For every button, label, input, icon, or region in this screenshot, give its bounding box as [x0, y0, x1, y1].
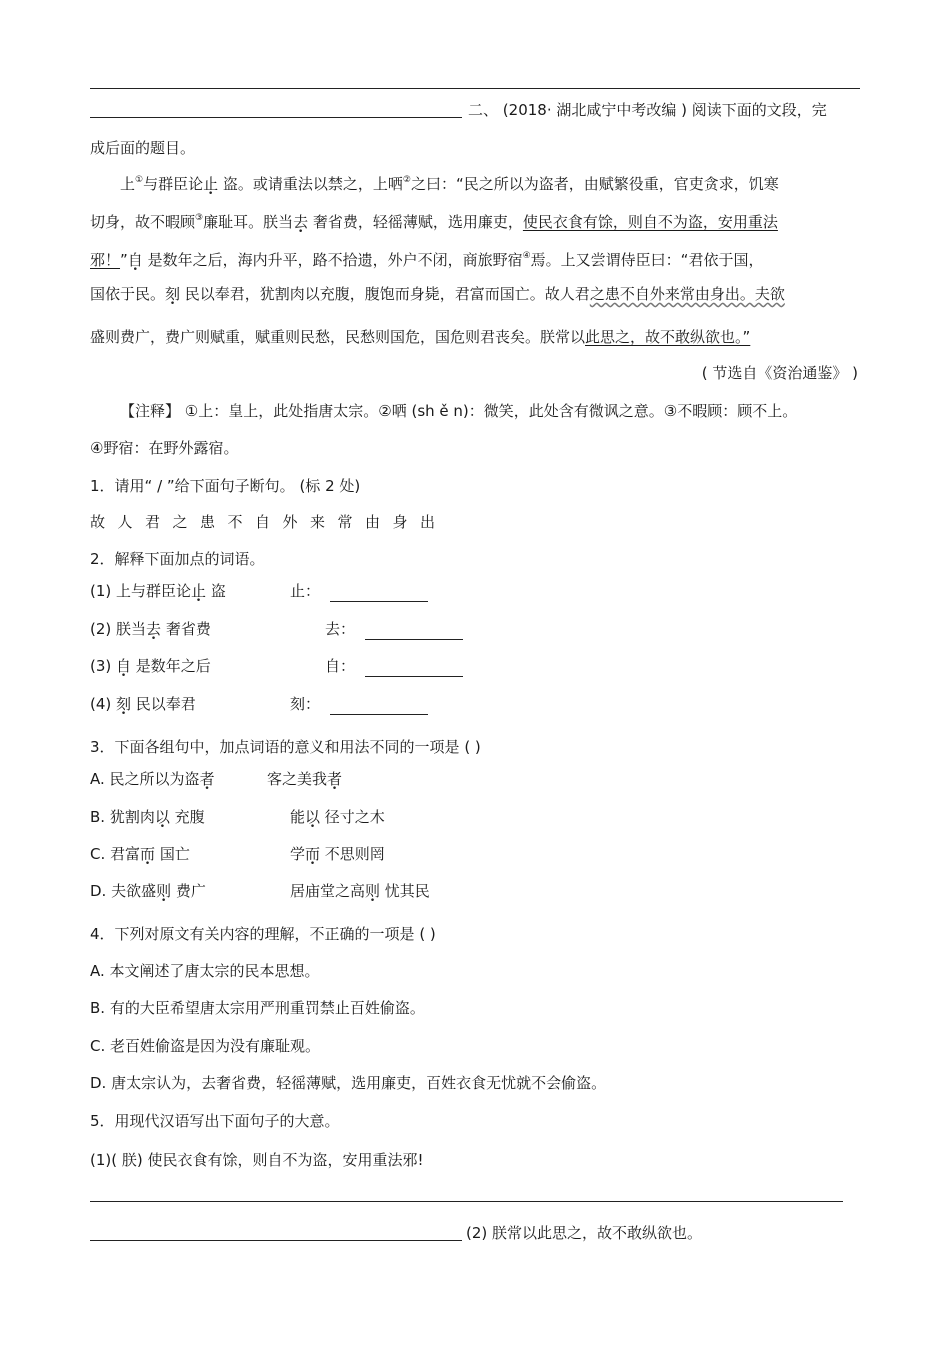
question-3-option[interactable]: A. 民之所以为盗者 客之美我者 — [90, 770, 343, 788]
dotted-word: 自 — [127, 251, 143, 269]
question-5-stem: 5．用现代汉语写出下面句子的大意。 — [90, 1112, 340, 1130]
dotted-word: 以 — [154, 808, 170, 826]
notes-label: 【注释】 — [120, 402, 181, 420]
answer-line[interactable] — [90, 1201, 843, 1202]
answer-line — [90, 117, 462, 118]
question-1-stem: 1．请用“ / ”给下面句子断句。 (标 2 处) — [90, 477, 361, 495]
question-3-stem: 3．下面各组句中，加点词语的意义和用法不同的一项是 ( ) — [90, 738, 481, 756]
answer-blank[interactable] — [365, 656, 463, 677]
instruction-text: 阅读下面的文段，完 — [691, 101, 827, 119]
dotted-word: 自 — [116, 657, 132, 675]
note-ref: ③ — [195, 213, 204, 223]
answer-blank[interactable] — [330, 581, 428, 602]
question-5-sentence-2: (2) 朕常以此思之，故不敢纵欲也。 — [466, 1224, 703, 1242]
passage-line-5: 盛则费广，费广则赋重，赋重则民愁，民愁则国危，国危则君丧矣。朕常以此思之，故不敢纵欲也。” — [90, 328, 751, 346]
passage-source: ( 节选自《资治通鉴》 ) — [701, 364, 858, 382]
question-3-option[interactable]: B. 犹割肉以 充腹 能以 径寸之木 — [90, 808, 385, 826]
dotted-word: 去 — [146, 620, 162, 638]
question-4-stem: 4．下列对原文有关内容的理解，不正确的一项是 ( ) — [90, 925, 436, 943]
question-2-answer: 去： — [325, 619, 463, 640]
question-1-sentence: 故人君之患不自外来常由身出 — [90, 513, 448, 531]
question-4-option[interactable]: D. 唐太宗认为，去奢省费，轻徭薄赋，选用廉吏，百姓衣食无忧就不会偷盗。 — [90, 1074, 607, 1092]
source-tag: (2018· 湖北咸宁中考改编 ) — [502, 101, 687, 119]
answer-blank[interactable] — [365, 619, 463, 640]
dotted-word: 刻 — [165, 285, 181, 303]
dotted-word: 者 — [199, 770, 215, 788]
question-2-item: (3) 自 是数年之后 — [90, 657, 211, 675]
question-2-stem: 2．解释下面加点的词语。 — [90, 550, 265, 568]
notes-line-2: ④野宿：在野外露宿。 — [90, 439, 239, 457]
top-rule — [90, 88, 860, 89]
dotted-word: 去 — [293, 213, 309, 231]
dotted-word: 而 — [305, 845, 321, 863]
dotted-word: 者 — [327, 770, 343, 788]
question-3-option[interactable]: D. 夫欲盛则 费广 居庙堂之高则 忧其民 — [90, 882, 430, 900]
question-5-sentence-1: (1)( 朕) 使民衣食有馀，则自不为盗，安用重法邪! — [90, 1151, 424, 1169]
question-4-option[interactable]: A. 本文阐述了唐太宗的民本思想。 — [90, 962, 320, 980]
passage-line-1: 上①与群臣论止 盗。或请重法以禁之，上哂②之曰：“民之所以为盗者，由赋繁役重，官吏贪求，饥寒 — [120, 175, 779, 193]
note-ref: ① — [135, 175, 144, 185]
question-2-item: (1) 上与群臣论止 盗 — [90, 582, 226, 600]
dotted-word: 则 — [156, 882, 172, 900]
passage-line-2: 切身，故不暇顾③廉耻耳。朕当去 奢省费，轻徭薄赋，选用廉吏，使民衣食有馀，则自不为盗，安用重法 — [90, 213, 778, 231]
section-label: 二、 — [468, 101, 499, 119]
question-2-item: (4) 刻 民以奉君 — [90, 695, 196, 713]
passage-line-3: 邪！”自 是数年之后，海内升平，路不拾遗，外户不闭，商旅野宿④焉。上又尝谓侍臣曰：“君依于国， — [90, 251, 764, 269]
underlined-sentence: 使民衣食有馀，则自不为盗，安用重法 — [522, 213, 778, 231]
question-4-option[interactable]: B. 有的大臣希望唐太宗用严刑重罚禁止百姓偷盗。 — [90, 999, 425, 1017]
dotted-word: 刻 — [116, 695, 132, 713]
wavy-underlined-sentence: 之患不自外来常由身出。夫欲 — [589, 285, 785, 303]
note-ref: ② — [402, 175, 411, 185]
question-2-answer: 刻： — [290, 694, 428, 715]
dotted-word: 以 — [305, 808, 321, 826]
dotted-word: 止 — [191, 582, 207, 600]
section-header — [468, 100, 827, 120]
passage-line-4: 国依于民。刻 民以奉君，犹割肉以充腹，腹饱而身毙，君富而国亡。故人君之患不自外来常由身出。夫欲 — [90, 285, 785, 303]
dotted-word: 则 — [365, 882, 381, 900]
notes-line-1 — [120, 401, 797, 421]
question-2-item: (2) 朕当去 奢省费 — [90, 620, 211, 638]
underlined-sentence: 邪！ — [90, 251, 121, 269]
question-2-answer: 自： — [325, 656, 463, 677]
dotted-word: 止 — [203, 175, 219, 193]
instruction-line-2: 成后面的题目。 — [90, 139, 196, 157]
question-2-answer: 止： — [290, 581, 428, 602]
dotted-word: 而 — [140, 845, 156, 863]
question-3-option[interactable]: C. 君富而 国亡 学而 不思则罔 — [90, 845, 385, 863]
answer-line[interactable] — [90, 1240, 462, 1241]
note-ref: ④ — [522, 251, 531, 261]
answer-blank[interactable] — [330, 694, 428, 715]
notes-text: ①上：皇上，此处指唐太宗。②哂 (sh ě n)：微笑，此处含有微讽之意。③不暇顾：顾不上。 — [184, 402, 798, 420]
question-4-option[interactable]: C. 老百姓偷盗是因为没有廉耻观。 — [90, 1037, 321, 1055]
underlined-sentence: 此思之，故不敢纵欲也。” — [585, 328, 751, 346]
